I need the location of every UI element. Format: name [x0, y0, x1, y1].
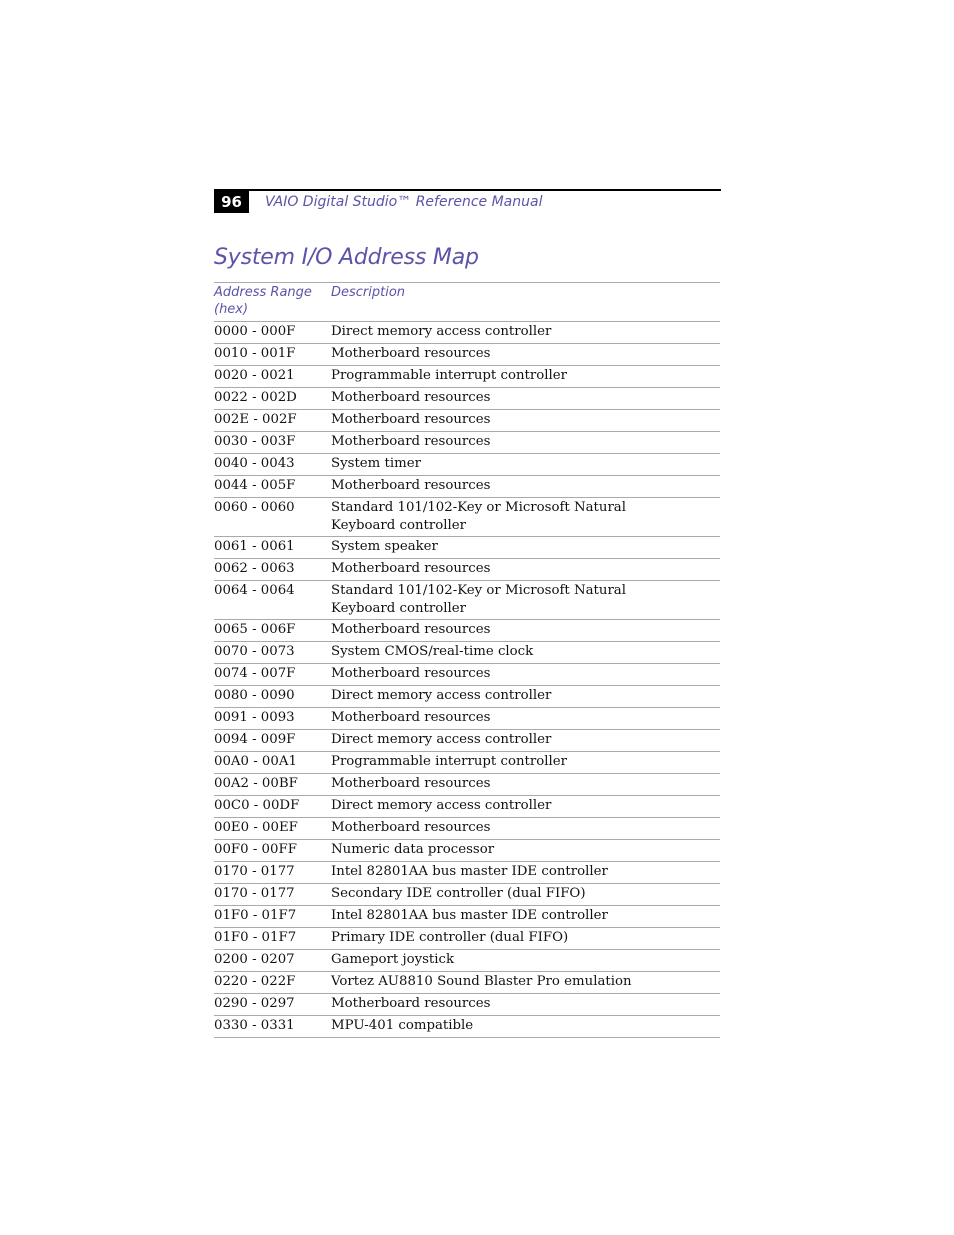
description-cell: Secondary IDE controller (dual FIFO) [331, 886, 586, 901]
address-range-cell: 01F0 - 01F7 [214, 908, 297, 923]
description-cell: Motherboard resources [331, 776, 491, 791]
table-row [214, 432, 720, 454]
table-row [214, 708, 720, 730]
address-range-cell: 00F0 - 00FF [214, 842, 297, 857]
address-range-cell: 0030 - 003F [214, 434, 296, 449]
description-cell: Intel 82801AA bus master IDE controller [331, 864, 608, 879]
header-rule [214, 189, 721, 191]
description-cell: System CMOS/real-time clock [331, 644, 534, 659]
table-row [214, 454, 720, 476]
table-row [214, 730, 720, 752]
description-cell: Motherboard resources [331, 412, 491, 427]
table-row [214, 1016, 720, 1038]
address-range-cell: 0010 - 001F [214, 346, 296, 361]
table-row [214, 796, 720, 818]
description-cell: Motherboard resources [331, 710, 491, 725]
table-row [214, 752, 720, 774]
description-cell: Motherboard resources [331, 622, 491, 637]
address-range-cell: 0091 - 0093 [214, 710, 295, 725]
table-row [214, 950, 720, 972]
address-range-cell: 0000 - 000F [214, 324, 296, 339]
description-cell: Direct memory access controller [331, 324, 552, 339]
description-cell: Programmable interrupt controller [331, 368, 567, 383]
address-range-cell: 0022 - 002D [214, 390, 297, 405]
description-cell: Motherboard resources [331, 996, 491, 1011]
address-range-cell: 0170 - 0177 [214, 864, 295, 879]
address-range-cell: 0290 - 0297 [214, 996, 295, 1011]
description-cell: Motherboard resources [331, 434, 491, 449]
table-row [214, 642, 720, 664]
description-cell: Intel 82801AA bus master IDE controller [331, 908, 608, 923]
table-row [214, 906, 720, 928]
address-range-cell: 0061 - 0061 [214, 539, 295, 554]
table-row [214, 818, 720, 840]
address-range-cell: 0065 - 006F [214, 622, 296, 637]
address-range-cell: 0094 - 009F [214, 732, 296, 747]
description-cell: MPU-401 compatible [331, 1018, 474, 1033]
description-cell: Direct memory access controller [331, 732, 552, 747]
address-range-cell: 0080 - 0090 [214, 688, 295, 703]
table-body [214, 322, 720, 1038]
description-cell: Direct memory access controller [331, 688, 552, 703]
address-range-cell: 0330 - 0331 [214, 1018, 295, 1033]
table-row [214, 498, 720, 537]
table-row [214, 620, 720, 642]
column-header-description: Description [331, 285, 406, 300]
description-cell: System timer [331, 456, 421, 471]
address-range-cell: 01F0 - 01F7 [214, 930, 297, 945]
description-cell: Motherboard resources [331, 666, 491, 681]
table-row [214, 366, 720, 388]
page-title: System I/O Address Map [214, 245, 479, 270]
description-cell: Primary IDE controller (dual FIFO) [331, 930, 569, 945]
address-map-table [214, 282, 720, 1038]
table-row [214, 322, 720, 344]
table-row [214, 994, 720, 1016]
address-range-cell: 0200 - 0207 [214, 952, 295, 967]
running-head: VAIO Digital Studio™ Reference Manual [265, 194, 543, 210]
table-row [214, 559, 720, 581]
description-cell: Direct memory access controller [331, 798, 552, 813]
description-cell: System speaker [331, 539, 438, 554]
table-row [214, 410, 720, 432]
address-range-cell: 00C0 - 00DF [214, 798, 300, 813]
table-row [214, 581, 720, 620]
description-cell: Motherboard resources [331, 390, 491, 405]
description-cell: Standard 101/102-Key or Microsoft Natural Keyboard controller [331, 583, 626, 616]
description-cell: Gameport joystick [331, 952, 455, 967]
address-range-cell: 0220 - 022F [214, 974, 296, 989]
description-cell: Motherboard resources [331, 346, 491, 361]
table-row [214, 537, 720, 559]
table-row [214, 774, 720, 796]
address-range-cell: 0074 - 007F [214, 666, 296, 681]
column-header-address-range: Address Range (hex) [214, 285, 312, 317]
description-cell: Standard 101/102-Key or Microsoft Natural Keyboard controller [331, 500, 626, 533]
table-row [214, 928, 720, 950]
table-row [214, 840, 720, 862]
page-number: 96 [214, 191, 249, 213]
description-cell: Vortez AU8810 Sound Blaster Pro emulation [331, 974, 632, 989]
table-row [214, 476, 720, 498]
description-cell: Motherboard resources [331, 820, 491, 835]
address-range-cell: 00E0 - 00EF [214, 820, 298, 835]
description-cell: Motherboard resources [331, 561, 491, 576]
table-row [214, 664, 720, 686]
address-range-cell: 0044 - 005F [214, 478, 296, 493]
address-range-cell: 0062 - 0063 [214, 561, 295, 576]
address-range-cell: 00A2 - 00BF [214, 776, 298, 791]
table-row [214, 884, 720, 906]
address-range-cell: 0020 - 0021 [214, 368, 295, 383]
description-cell: Programmable interrupt controller [331, 754, 567, 769]
address-range-cell: 0070 - 0073 [214, 644, 295, 659]
table-header-row [214, 283, 720, 322]
address-range-cell: 0040 - 0043 [214, 456, 295, 471]
address-range-cell: 00A0 - 00A1 [214, 754, 297, 769]
address-range-cell: 0170 - 0177 [214, 886, 295, 901]
table-row [214, 686, 720, 708]
address-range-cell: 002E - 002F [214, 412, 297, 427]
table-row [214, 344, 720, 366]
table-row [214, 388, 720, 410]
table-row [214, 972, 720, 994]
table-row [214, 862, 720, 884]
description-cell: Numeric data processor [331, 842, 495, 857]
description-cell: Motherboard resources [331, 478, 491, 493]
address-range-cell: 0060 - 0060 [214, 500, 295, 515]
address-range-cell: 0064 - 0064 [214, 583, 295, 598]
